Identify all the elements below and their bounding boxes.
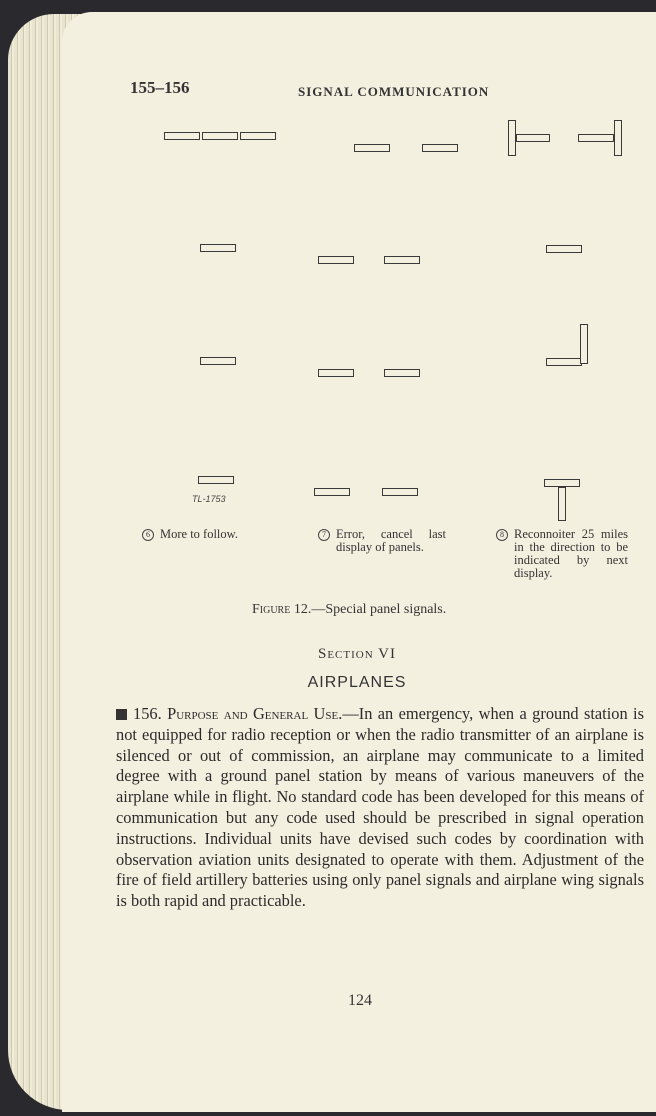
section-title: AIRPLANES (307, 674, 407, 691)
panel (516, 134, 550, 142)
caption-text: More to follow. (160, 527, 238, 541)
caption-text: Reconnoiter 25 miles in the direction to be indicated by next display. (514, 527, 628, 580)
panel (558, 487, 566, 521)
panel (384, 369, 420, 377)
panel (422, 144, 458, 152)
signal-8-number: 8 (496, 529, 508, 541)
panel (200, 244, 236, 252)
plate-code: TL-1753 (192, 494, 226, 504)
paragraph-heading: Purpose and General Use. (167, 704, 343, 723)
signal-7-number: 7 (318, 529, 330, 541)
panel (318, 256, 354, 264)
paragraph-number: 156. (133, 704, 162, 723)
panel (384, 256, 420, 264)
panel (508, 120, 516, 156)
figure-caption-text: —Special panel signals. (311, 602, 447, 617)
panel (202, 132, 238, 140)
signal-7-caption (318, 528, 458, 554)
panel (318, 369, 354, 377)
panel (198, 476, 234, 484)
caption-row (496, 528, 632, 580)
figure-caption (252, 602, 446, 618)
panel (578, 134, 614, 142)
signal-8-caption (496, 528, 632, 580)
caption-row (318, 528, 458, 554)
panel (382, 488, 418, 496)
panel (546, 358, 582, 366)
page-number: 124 (348, 992, 372, 1009)
panel (614, 120, 622, 156)
paragraph-text: —In an emergency, when a ground station is not equipped for radio reception or when the radio transmitter of an airplane is silenced or out of commission, an airplane may communicate to a limited degree with a ground panel station by means of various maneuvers of the airplane while in flight. No standard code has been developed for this means of communication but any code used should be prescribed in signal operation instructions. Individual units have devised such codes by coordination with observation aviation units designated to operate with them. Adjustment of the fire of field artillery batteries using only panel signals and airplane wing signals is both rapid and practicable. (116, 704, 644, 911)
panel (544, 479, 580, 487)
running-title: SIGNAL COMMUNICATION (298, 84, 490, 99)
panel (580, 324, 588, 364)
paragraph-marker-icon (116, 709, 127, 720)
signal-6-number: 6 (142, 529, 154, 541)
signal-6-caption (142, 528, 292, 541)
paragraph-156 (116, 704, 644, 912)
page-range: 155–156 (130, 78, 190, 97)
panel (164, 132, 200, 140)
panel (546, 245, 582, 253)
panel (200, 357, 236, 365)
caption-text: Error, cancel last display of panels. (336, 527, 446, 554)
panel (314, 488, 350, 496)
figure-label: Figure 12. (252, 602, 312, 617)
section-label: Section VI (318, 646, 396, 662)
panel (354, 144, 390, 152)
book-page (62, 12, 656, 1112)
panel (240, 132, 276, 140)
